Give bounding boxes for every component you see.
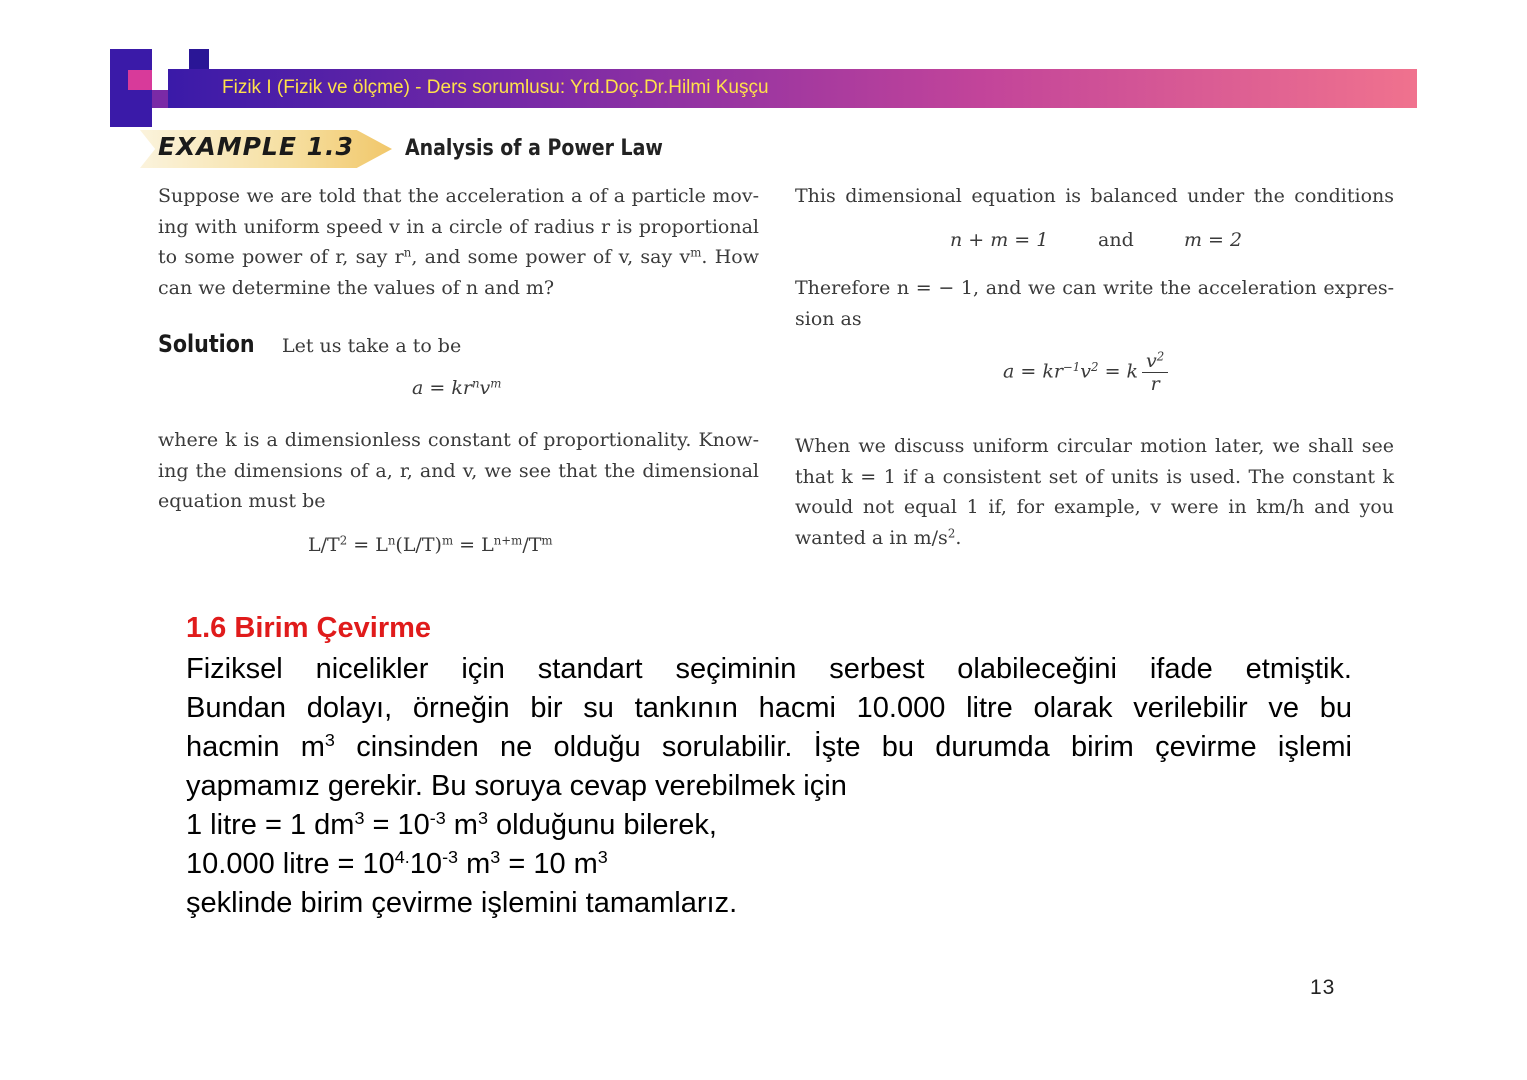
text-fragment: 1 litre = 1 dm	[186, 809, 355, 841]
text-line: can we determine the values of n and m?	[158, 276, 555, 299]
equation-acceleration	[1003, 350, 1168, 395]
text-line: Bundan dolayı, örneğin bir su tankının hacmi 10.000 litre olarak verilebilir ve bu	[186, 692, 1352, 724]
superscript: m	[541, 533, 553, 548]
header-title: Fizik I (Fizik ve ölçme) - Ders sorumlusu: Yrd.Doç.Dr.Hilmi Kuşçu	[222, 77, 769, 98]
superscript: 3	[354, 808, 365, 829]
equation-conditions-1: n + m = 1	[950, 229, 1049, 251]
eq-part: = L	[453, 534, 494, 556]
text-line: When we discuss uniform circular motion later, we shall see	[795, 435, 1394, 457]
text-line: equation must be	[158, 490, 326, 512]
text-fragment: m	[445, 809, 478, 841]
text-fragment: wanted a in m/s	[795, 526, 948, 549]
example-paragraph-1	[158, 181, 759, 303]
text-line: Suppose we are told that the acceleration a of a particle mov-	[158, 185, 759, 207]
section-paragraph	[186, 650, 1352, 767]
superscript: 2	[339, 533, 348, 548]
superscript: -3	[442, 847, 459, 868]
superscript: n+m	[493, 533, 523, 548]
eq-part: L/T	[308, 534, 340, 556]
text-line: şeklinde birim çevirme işlemini tamamlarız.	[186, 887, 738, 919]
equation-power-law	[412, 377, 501, 399]
example-paragraph-2	[158, 425, 759, 517]
superscript: −1	[1062, 360, 1081, 375]
text-fragment: 10	[409, 848, 443, 880]
fraction-denominator: r	[1150, 373, 1160, 395]
text-line: where k is a dimensionless constant of proportionality. Know-	[158, 429, 759, 451]
text-fragment: to some power of r, say r	[158, 246, 404, 268]
superscript: -3	[429, 808, 446, 829]
example-paragraph-4	[795, 273, 1394, 334]
example-label: EXAMPLE 1.3	[158, 132, 354, 161]
text-line	[186, 728, 1352, 767]
eq-part: = L	[347, 534, 388, 556]
example-paragraph-5	[795, 431, 1394, 553]
fraction-numerator	[1142, 350, 1168, 373]
eq-part: = k	[1098, 360, 1139, 383]
superscript: 4.	[394, 847, 410, 868]
superscript: 3	[477, 808, 488, 829]
eq-part: (L/T)	[395, 534, 442, 556]
solution-text: Let us take a to be	[282, 335, 462, 357]
text-fragment: olduğunu bilerek,	[487, 809, 717, 841]
superscript: n	[471, 376, 480, 391]
eq-part: v	[479, 377, 491, 399]
example-title: Analysis of a Power Law	[405, 136, 663, 161]
text-line: Fiziksel nicelikler için standart seçiminin serbest olabileceğini ifade etmiştik.	[186, 653, 1352, 685]
eq-part: v	[1146, 350, 1157, 372]
section-title: 1.6 Birim Çevirme	[186, 612, 432, 644]
text-line: that k = 1 if a consistent set of units is used. The constant k	[795, 465, 1394, 488]
superscript: 2	[947, 526, 956, 541]
eq-part: v	[1080, 360, 1092, 383]
text-fragment: .	[955, 526, 962, 549]
superscript: 2	[1156, 349, 1165, 364]
superscript: m	[490, 376, 502, 391]
text-line: ing the dimensions of a, r, and v, we see that the dimensional	[158, 459, 759, 482]
superscript: 3	[324, 730, 335, 751]
example-paragraph-3: This dimensional equation is balanced under the conditions	[795, 185, 1394, 207]
text-fragment: , and some power of v, say v	[411, 246, 691, 268]
page-number: 13	[1310, 976, 1336, 999]
superscript: m	[441, 533, 454, 548]
equation-and: and	[1098, 229, 1134, 251]
text-fragment: . How	[701, 246, 759, 268]
text-line: sion as	[795, 307, 862, 330]
text-line	[158, 242, 759, 273]
text-fragment: m	[458, 848, 491, 880]
superscript: 3	[490, 847, 501, 868]
superscript: n	[403, 245, 412, 260]
conversion-line-2	[186, 845, 608, 884]
eq-part: /T	[522, 534, 542, 556]
text-fragment: hacmin m	[186, 731, 325, 763]
text-line: yapmamız gerekir. Bu soruya cevap verebilmek için	[186, 770, 847, 802]
text-line: would not equal 1 if, for example, v were in km/h and you	[795, 496, 1394, 518]
equation-dimensional	[308, 534, 553, 556]
header-banner	[168, 69, 1417, 108]
text-line: ing with uniform speed v in a circle of radius r is proportional	[158, 215, 759, 238]
superscript: n	[387, 533, 396, 548]
text-fragment: = 10 m	[500, 848, 598, 880]
superscript: m	[690, 245, 702, 260]
eq-part: a = kr	[412, 377, 472, 399]
text-fragment: cinsinden ne olduğu sorulabilir. İşte bu durumda birim çevirme işlemi	[334, 731, 1352, 763]
conversion-line-1	[186, 806, 717, 845]
superscript: 2	[1091, 360, 1099, 375]
text-line	[795, 523, 1394, 554]
superscript: 3	[597, 847, 608, 868]
eq-part: a = kr	[1003, 360, 1063, 383]
solution-heading: Solution	[158, 330, 255, 358]
fraction	[1142, 350, 1168, 395]
text-fragment: = 10	[364, 809, 430, 841]
equation-conditions-2: m = 2	[1184, 229, 1243, 251]
text-fragment: 10.000 litre = 10	[186, 848, 395, 880]
text-line: Therefore n = − 1, and we can write the acceleration expres-	[795, 277, 1394, 299]
